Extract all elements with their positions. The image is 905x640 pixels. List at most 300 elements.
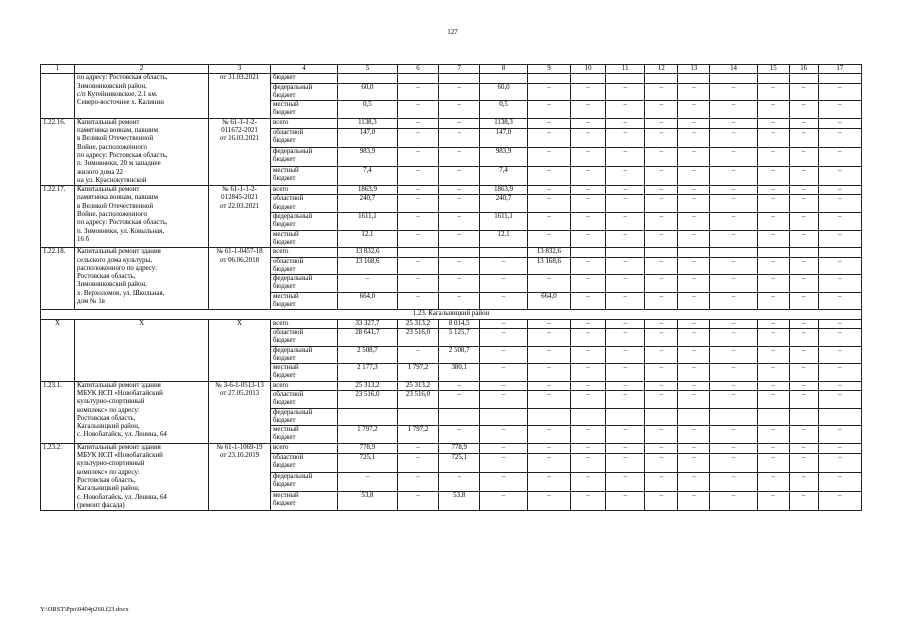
- value-cell: –: [789, 492, 818, 511]
- value-cell: –: [571, 328, 606, 346]
- value-cell: –: [480, 346, 527, 364]
- value-cell: 147,0: [338, 128, 398, 147]
- value-cell: –: [606, 83, 645, 101]
- funding-source: местный бюджет: [270, 492, 337, 511]
- value-cell: –: [757, 443, 789, 453]
- value-cell: –: [606, 118, 645, 128]
- funding-source: всего: [270, 248, 337, 257]
- column-number: 1: [41, 65, 75, 74]
- value-cell: –: [789, 101, 818, 119]
- value-cell: 5 125,7: [439, 328, 480, 346]
- value-cell: –: [678, 83, 710, 101]
- value-cell: –: [606, 443, 645, 453]
- column-number: 8: [480, 65, 527, 74]
- value-cell: –: [757, 472, 789, 491]
- value-cell: –: [789, 443, 818, 453]
- funding-source: всего: [270, 118, 337, 128]
- funding-source: федеральный бюджет: [270, 213, 337, 231]
- value-cell: –: [397, 186, 438, 195]
- funding-source: областной бюджет: [270, 128, 337, 147]
- value-cell: –: [818, 443, 861, 453]
- value-cell: [480, 74, 527, 83]
- value-cell: 1138,3: [338, 118, 398, 128]
- value-cell: –: [439, 118, 480, 128]
- value-cell: –: [571, 292, 606, 310]
- value-cell: –: [571, 492, 606, 511]
- value-cell: –: [710, 230, 757, 248]
- value-cell: –: [678, 257, 710, 275]
- value-cell: –: [439, 292, 480, 310]
- value-cell: [678, 248, 710, 257]
- table-row: [41, 248, 862, 257]
- value-cell: 0,5: [480, 101, 527, 119]
- value-cell: –: [645, 292, 678, 310]
- funding-source: местный бюджет: [270, 292, 337, 310]
- value-cell: [397, 408, 438, 426]
- value-cell: –: [678, 492, 710, 511]
- value-cell: –: [527, 346, 570, 364]
- value-cell: –: [397, 128, 438, 147]
- funding-source: местный бюджет: [270, 167, 337, 186]
- value-cell: –: [645, 453, 678, 472]
- value-cell: [606, 248, 645, 257]
- value-cell: 1 797,2: [338, 426, 398, 444]
- value-cell: –: [439, 257, 480, 275]
- value-cell: –: [789, 319, 818, 328]
- value-cell: –: [645, 328, 678, 346]
- value-cell: –: [571, 128, 606, 147]
- value-cell: –: [678, 147, 710, 166]
- value-cell: –: [678, 186, 710, 195]
- value-cell: –: [818, 118, 861, 128]
- value-cell: –: [710, 390, 757, 408]
- value-cell: –: [645, 101, 678, 119]
- value-cell: [818, 248, 861, 257]
- value-cell: –: [818, 426, 861, 444]
- value-cell: –: [678, 381, 710, 390]
- funding-source: местный бюджет: [270, 426, 337, 444]
- value-cell: –: [757, 346, 789, 364]
- value-cell: –: [818, 292, 861, 310]
- value-cell: –: [789, 292, 818, 310]
- value-cell: –: [527, 118, 570, 128]
- value-cell: [710, 74, 757, 83]
- value-cell: –: [789, 426, 818, 444]
- funding-source: областной бюджет: [270, 328, 337, 346]
- value-cell: –: [397, 147, 438, 166]
- value-cell: –: [397, 443, 438, 453]
- value-cell: 23 516,0: [338, 390, 398, 408]
- value-cell: –: [789, 167, 818, 186]
- value-cell: –: [645, 147, 678, 166]
- value-cell: 23 516,0: [397, 328, 438, 346]
- section-row: [41, 310, 862, 319]
- value-cell: –: [789, 364, 818, 382]
- value-cell: –: [606, 128, 645, 147]
- column-number: 16: [789, 65, 818, 74]
- value-cell: –: [645, 426, 678, 444]
- value-cell: –: [439, 83, 480, 101]
- item-name: Капитальный ремонт здания МБУК НСП «Новобатайский культурно-спортивный комплекс» по адресу: Ростовская область, Кагальницкий район, с. Новобатайск, ул. Ленина, 64: [75, 381, 209, 443]
- value-cell: [480, 408, 527, 426]
- value-cell: 983,9: [480, 147, 527, 166]
- value-cell: –: [678, 213, 710, 231]
- value-cell: –: [757, 426, 789, 444]
- value-cell: –: [606, 101, 645, 119]
- item-name: Капитальный ремонт памятника воинам, павшим в Великой Отечественной Войне, расположенного по адресу: Ростовская область, п. Зимовники, 20 м западнее жилого дома 22 на ул. Краснокутянской: [75, 118, 209, 185]
- value-cell: 7,4: [338, 167, 398, 186]
- value-cell: –: [678, 364, 710, 382]
- value-cell: –: [818, 364, 861, 382]
- value-cell: –: [439, 472, 480, 491]
- value-cell: –: [789, 230, 818, 248]
- value-cell: –: [645, 128, 678, 147]
- item-name: Капитальный ремонт здания МБУК НСП «Новобатайский культурно-спортивный комплекс» по адресу: Ростовская область, Кагальницкий район, с. Новобатайск, ул. Ленина, 64 (ремонт фасада): [75, 443, 209, 510]
- value-cell: –: [606, 492, 645, 511]
- value-cell: –: [606, 213, 645, 231]
- column-number: 3: [209, 65, 271, 74]
- value-cell: [397, 74, 438, 83]
- value-cell: –: [789, 147, 818, 166]
- value-cell: –: [757, 292, 789, 310]
- value-cell: –: [527, 328, 570, 346]
- value-cell: [710, 248, 757, 257]
- value-cell: –: [397, 472, 438, 491]
- value-cell: –: [710, 147, 757, 166]
- header-row: [41, 65, 862, 74]
- value-cell: 0,5: [338, 101, 398, 119]
- value-cell: 664,0: [338, 292, 398, 310]
- value-cell: –: [710, 186, 757, 195]
- value-cell: [338, 74, 398, 83]
- value-cell: [527, 408, 570, 426]
- value-cell: –: [527, 186, 570, 195]
- value-cell: –: [338, 472, 398, 491]
- value-cell: –: [527, 364, 570, 382]
- value-cell: 25 313,2: [397, 319, 438, 328]
- value-cell: –: [397, 213, 438, 231]
- value-cell: –: [606, 186, 645, 195]
- funding-source: областной бюджет: [270, 257, 337, 275]
- value-cell: [439, 408, 480, 426]
- value-cell: 1 797,2: [397, 426, 438, 444]
- value-cell: –: [645, 364, 678, 382]
- value-cell: –: [757, 257, 789, 275]
- value-cell: –: [527, 195, 570, 213]
- value-cell: 147,0: [480, 128, 527, 147]
- value-cell: –: [571, 319, 606, 328]
- value-cell: [338, 408, 398, 426]
- value-cell: –: [678, 230, 710, 248]
- value-cell: –: [606, 230, 645, 248]
- value-cell: 8 014,5: [439, 319, 480, 328]
- value-cell: [678, 408, 710, 426]
- value-cell: –: [789, 381, 818, 390]
- file-path-footer: Y:\ORST\Ppo\0404p260.f23.docx: [40, 606, 129, 613]
- value-cell: –: [480, 275, 527, 293]
- value-cell: [710, 408, 757, 426]
- funding-source: федеральный бюджет: [270, 147, 337, 166]
- value-cell: 12,1: [480, 230, 527, 248]
- value-cell: –: [789, 128, 818, 147]
- column-number: 10: [571, 65, 606, 74]
- value-cell: [606, 74, 645, 83]
- column-number: 4: [270, 65, 337, 74]
- value-cell: –: [338, 275, 398, 293]
- value-cell: 1 797,2: [397, 364, 438, 382]
- value-cell: –: [789, 346, 818, 364]
- value-cell: 25 313,2: [338, 381, 398, 390]
- value-cell: –: [789, 453, 818, 472]
- value-cell: –: [571, 257, 606, 275]
- value-cell: –: [645, 230, 678, 248]
- value-cell: –: [571, 230, 606, 248]
- value-cell: –: [678, 328, 710, 346]
- value-cell: –: [678, 292, 710, 310]
- value-cell: 2 508,7: [439, 346, 480, 364]
- column-number: 13: [678, 65, 710, 74]
- value-cell: –: [527, 167, 570, 186]
- value-cell: [480, 248, 527, 257]
- value-cell: –: [757, 195, 789, 213]
- value-cell: 13 832,6: [527, 248, 570, 257]
- value-cell: [439, 248, 480, 257]
- value-cell: –: [818, 346, 861, 364]
- value-cell: –: [710, 101, 757, 119]
- value-cell: –: [439, 213, 480, 231]
- value-cell: [571, 248, 606, 257]
- value-cell: –: [818, 186, 861, 195]
- value-cell: 725,1: [338, 453, 398, 472]
- value-cell: –: [480, 443, 527, 453]
- value-cell: –: [606, 328, 645, 346]
- value-cell: –: [480, 472, 527, 491]
- value-cell: –: [439, 230, 480, 248]
- funding-source: всего: [270, 443, 337, 453]
- value-cell: 725,1: [439, 453, 480, 472]
- value-cell: –: [710, 364, 757, 382]
- value-cell: –: [480, 292, 527, 310]
- value-cell: –: [606, 319, 645, 328]
- value-cell: [571, 408, 606, 426]
- value-cell: –: [710, 472, 757, 491]
- value-cell: –: [710, 346, 757, 364]
- item-document: № 61-1-0457-18 от 06.06.2018: [209, 248, 271, 310]
- value-cell: 2 177,3: [338, 364, 398, 382]
- value-cell: –: [710, 453, 757, 472]
- value-cell: –: [757, 83, 789, 101]
- value-cell: –: [571, 390, 606, 408]
- value-cell: 25 313,2: [397, 381, 438, 390]
- value-cell: –: [527, 128, 570, 147]
- value-cell: –: [710, 381, 757, 390]
- value-cell: –: [606, 292, 645, 310]
- value-cell: –: [439, 186, 480, 195]
- column-number: 5: [338, 65, 398, 74]
- column-number: 9: [527, 65, 570, 74]
- value-cell: –: [818, 195, 861, 213]
- value-cell: –: [757, 167, 789, 186]
- value-cell: –: [439, 167, 480, 186]
- value-cell: –: [757, 128, 789, 147]
- table-row: [41, 74, 862, 83]
- value-cell: –: [757, 381, 789, 390]
- value-cell: –: [645, 83, 678, 101]
- value-cell: –: [678, 390, 710, 408]
- item-number: 1.23.2.: [41, 443, 75, 510]
- column-number: 6: [397, 65, 438, 74]
- value-cell: –: [818, 83, 861, 101]
- value-cell: –: [645, 443, 678, 453]
- value-cell: –: [710, 257, 757, 275]
- value-cell: [678, 74, 710, 83]
- value-cell: –: [480, 328, 527, 346]
- value-cell: –: [571, 426, 606, 444]
- column-number: 15: [757, 65, 789, 74]
- value-cell: –: [571, 195, 606, 213]
- value-cell: 53,8: [338, 492, 398, 511]
- value-cell: –: [527, 390, 570, 408]
- value-cell: –: [571, 346, 606, 364]
- value-cell: –: [606, 195, 645, 213]
- value-cell: –: [527, 443, 570, 453]
- value-cell: –: [757, 147, 789, 166]
- value-cell: –: [527, 426, 570, 444]
- table-row: [41, 319, 862, 328]
- item-name: Капитальный ремонт памятника воинам, павшим в Великой Отечественной Войне, расположенного по адресу: Ростовская область, п. Зимовники, ул. Ковыльная, 16 б: [75, 186, 209, 248]
- value-cell: –: [606, 472, 645, 491]
- item-document: № 61-1-1-2- 011672-2021 от 16.03.2021: [209, 118, 271, 185]
- value-cell: 60,0: [338, 83, 398, 101]
- funding-source: всего: [270, 381, 337, 390]
- value-cell: –: [789, 213, 818, 231]
- value-cell: –: [480, 257, 527, 275]
- value-cell: 1863,9: [338, 186, 398, 195]
- value-cell: –: [710, 195, 757, 213]
- value-cell: 60,0: [480, 83, 527, 101]
- value-cell: –: [789, 472, 818, 491]
- value-cell: –: [645, 381, 678, 390]
- value-cell: –: [678, 319, 710, 328]
- value-cell: –: [439, 101, 480, 119]
- item-document: от 31.03.2021: [209, 74, 271, 118]
- value-cell: –: [757, 230, 789, 248]
- value-cell: [571, 74, 606, 83]
- value-cell: –: [710, 167, 757, 186]
- value-cell: –: [789, 257, 818, 275]
- value-cell: –: [645, 167, 678, 186]
- value-cell: –: [818, 101, 861, 119]
- section-title: 1.23. Кагальницкий район: [41, 310, 862, 319]
- value-cell: –: [818, 319, 861, 328]
- funding-source: всего: [270, 319, 337, 328]
- value-cell: 23 516,0: [397, 390, 438, 408]
- value-cell: –: [757, 453, 789, 472]
- item-document: X: [209, 319, 271, 381]
- value-cell: 12,1: [338, 230, 398, 248]
- value-cell: –: [397, 346, 438, 364]
- item-name: по адресу: Ростовская область, Зимовниковский район, с/п Кутейниковское, 2.1 км. Северо-восточнее х. Калинин: [75, 74, 209, 118]
- funding-source: федеральный бюджет: [270, 83, 337, 101]
- value-cell: –: [645, 186, 678, 195]
- funding-source: областной бюджет: [270, 195, 337, 213]
- value-cell: –: [645, 213, 678, 231]
- value-cell: 33 327,7: [338, 319, 398, 328]
- value-cell: –: [606, 390, 645, 408]
- value-cell: –: [757, 390, 789, 408]
- value-cell: 13 168,6: [338, 257, 398, 275]
- value-cell: [818, 74, 861, 83]
- value-cell: –: [397, 230, 438, 248]
- value-cell: –: [645, 472, 678, 491]
- value-cell: 1611,1: [338, 213, 398, 231]
- value-cell: –: [789, 195, 818, 213]
- value-cell: –: [710, 213, 757, 231]
- value-cell: –: [818, 390, 861, 408]
- value-cell: –: [757, 364, 789, 382]
- value-cell: –: [678, 346, 710, 364]
- value-cell: 664,0: [527, 292, 570, 310]
- value-cell: –: [397, 118, 438, 128]
- value-cell: –: [678, 443, 710, 453]
- value-cell: –: [397, 83, 438, 101]
- value-cell: 1138,3: [480, 118, 527, 128]
- value-cell: –: [678, 426, 710, 444]
- funding-source: федеральный бюджет: [270, 472, 337, 491]
- value-cell: –: [606, 275, 645, 293]
- value-cell: –: [710, 275, 757, 293]
- value-cell: –: [571, 443, 606, 453]
- value-cell: –: [757, 213, 789, 231]
- funding-source: федеральный бюджет: [270, 275, 337, 293]
- value-cell: –: [645, 319, 678, 328]
- table-row: [41, 381, 862, 390]
- table-body: [41, 65, 862, 511]
- value-cell: –: [678, 453, 710, 472]
- item-document: № 61-1-1-2- 012845-2021 от 22.03.2021: [209, 186, 271, 248]
- item-number: 1.23.1.: [41, 381, 75, 443]
- value-cell: –: [678, 195, 710, 213]
- value-cell: –: [757, 319, 789, 328]
- value-cell: –: [757, 118, 789, 128]
- funding-source: федеральный бюджет: [270, 346, 337, 364]
- item-number: 1.22.17.: [41, 186, 75, 248]
- value-cell: –: [757, 186, 789, 195]
- value-cell: [757, 408, 789, 426]
- value-cell: –: [571, 381, 606, 390]
- item-document: № 61-1-1069-19 от 23.10.2019: [209, 443, 271, 510]
- value-cell: –: [527, 213, 570, 231]
- value-cell: –: [789, 118, 818, 128]
- funding-source: областной бюджет: [270, 453, 337, 472]
- value-cell: 240,7: [480, 195, 527, 213]
- value-cell: –: [571, 101, 606, 119]
- value-cell: –: [710, 328, 757, 346]
- value-cell: –: [571, 167, 606, 186]
- value-cell: –: [710, 292, 757, 310]
- funding-source: всего: [270, 186, 337, 195]
- value-cell: –: [397, 292, 438, 310]
- value-cell: [606, 408, 645, 426]
- value-cell: –: [645, 257, 678, 275]
- value-cell: 240,7: [338, 195, 398, 213]
- value-cell: –: [710, 426, 757, 444]
- funding-source: местный бюджет: [270, 364, 337, 382]
- value-cell: –: [710, 443, 757, 453]
- value-cell: –: [789, 390, 818, 408]
- value-cell: –: [757, 328, 789, 346]
- value-cell: –: [818, 472, 861, 491]
